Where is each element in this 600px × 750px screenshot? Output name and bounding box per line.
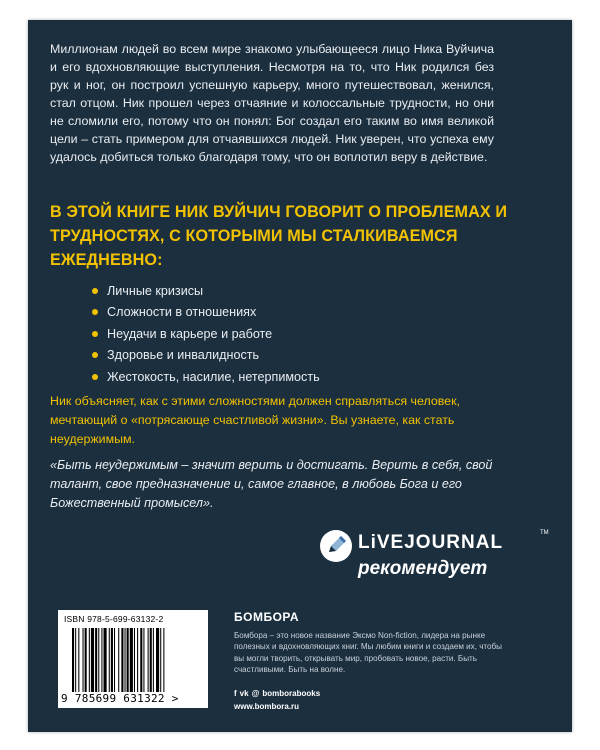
bullet-dot-icon <box>92 309 98 315</box>
isbn: ISBN 978-5-699-63132-2 <box>64 614 164 624</box>
social-handle: bomborabooks <box>262 689 321 698</box>
recommend-text: рекомендует <box>358 558 488 579</box>
bullet-dot-icon <box>92 352 98 358</box>
intro-paragraph: Миллионам людей во всем мире знакомо улыбающееся лицо Ника Вуйчича и его вдохновляющие выступления. Несмотря на то, что Ник родился без рук и ног, он построил успешную карьеру, много путешествовал, женился, стал отцом. Ник прошел через отчаяние и колоссальные трудности, но они не сломили его, потому что он понял: Бог создал его таким во имя великой цели – стать примером для отчаявшихся людей. Ник уверен, что успеха ему удалось добиться только благодаря тому, что он воплотил веру в действие. <box>50 42 494 164</box>
barcode-box <box>58 610 208 708</box>
barcode-digits: 9 785699 631322 > <box>61 692 179 705</box>
barcode-icon <box>72 628 196 692</box>
quote: «Быть неудержимым – значит верить и достигать. Верить в себя, свой талант, свое предназначение и, самое главное, в любовь Бога и его Божественный промысел». <box>50 458 493 510</box>
bullet-dot-icon <box>92 374 98 380</box>
pencil-icon <box>318 528 354 564</box>
list-item: Жестокость, насилие, нетерпимость <box>92 366 320 388</box>
summary-paragraph: Ник объясняет, как с этими сложностями должен справляться человек, мечтающий о «потрясающе счастливой жизни». Вы узнаете, как стать неудержимым. <box>50 394 460 446</box>
publisher-logo: БОМБОРА <box>234 610 300 624</box>
trademark-mark: TM <box>540 530 549 536</box>
bullet-dot-icon <box>92 288 98 294</box>
facebook-icon: f <box>234 689 237 698</box>
instagram-icon: @ <box>251 689 260 698</box>
vk-icon: vk <box>239 689 249 698</box>
headline: В ЭТОЙ КНИГЕ НИК ВУЙЧИЧ ГОВОРИТ О ПРОБЛЕМАХ И ТРУДНОСТЯХ, С КОТОРЫМИ МЫ СТАЛКИВАЕМСЯ ЕЖЕДНЕВНО: <box>50 203 508 269</box>
livejournal-logo-text: LiVEJOURNAL <box>358 532 504 553</box>
publisher-website: www.bombora.ru <box>234 702 300 711</box>
livejournal-badge <box>318 518 558 598</box>
topics-list <box>92 280 320 388</box>
publisher-description: Бомбора – это новое название Эксмо Non-fiction, лидера на рынке полезных и вдохновляющих книг. Мы любим книги и создаем их, чтобы вы могли творить, открывать мир, пробовать новое, расти. Быть счастливыми. Быть на волне. <box>234 631 503 674</box>
list-item: Сложности в отношениях <box>92 302 320 324</box>
bullet-dot-icon <box>92 331 98 337</box>
list-item: Неудачи в карьере и работе <box>92 323 320 345</box>
list-item: Личные кризисы <box>92 280 320 302</box>
social-links <box>234 689 320 698</box>
list-item: Здоровье и инвалидность <box>92 345 320 367</box>
